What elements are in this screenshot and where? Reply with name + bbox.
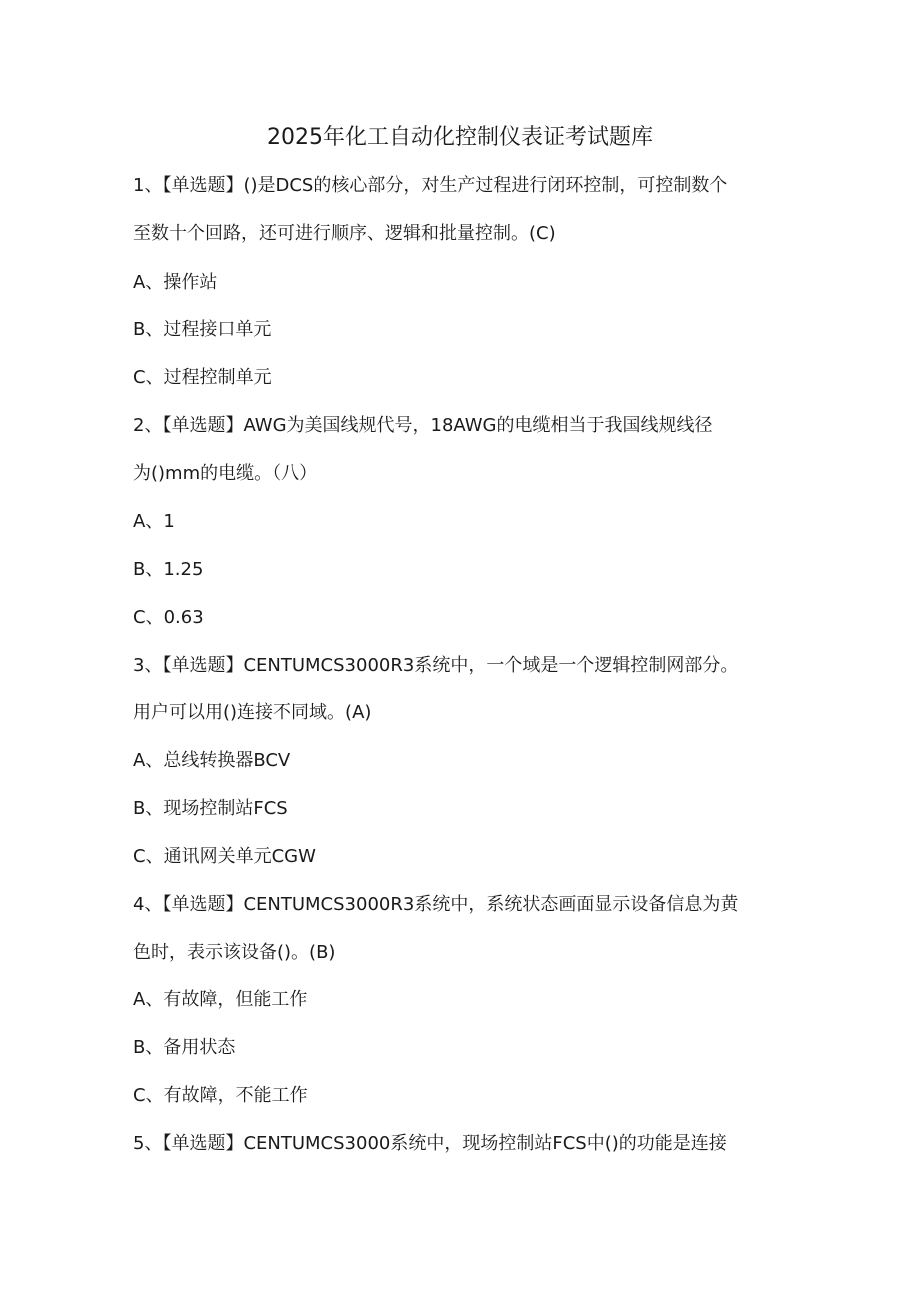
question-1-line-2: 至数十个回路，还可进行顺序、逻辑和批量控制。(C) — [133, 223, 556, 244]
question-4-line-2: 色时，表示该设备()。(B) — [133, 942, 336, 963]
document-title: 2025年化工自动化控制仪表证考试题库 — [267, 125, 653, 150]
question-3-line-1: 3、【单选题】CENTUMCS3000R3系统中，一个域是一个逻辑控制网部分。 — [133, 655, 739, 676]
question-1-option-c: C、过程控制单元 — [133, 367, 272, 388]
question-3-line-2: 用户可以用()连接不同域。(A) — [133, 702, 372, 723]
question-5-line-1: 5、【单选题】CENTUMCS3000系统中，现场控制站FCS中()的功能是连接 — [133, 1133, 727, 1154]
question-3-option-b: B、现场控制站FCS — [133, 798, 288, 819]
question-2-option-b: B、1.25 — [133, 559, 204, 580]
question-4-line-1: 4、【单选题】CENTUMCS3000R3系统中，系统状态画面显示设备信息为黄 — [133, 894, 739, 915]
question-1-line-1: 1、【单选题】()是DCS的核心部分，对生产过程进行闭环控制，可控制数个 — [133, 175, 728, 196]
question-3-option-a: A、总线转换器BCV — [133, 750, 291, 771]
question-2-line-2: 为()mm的电缆。（八） — [133, 463, 318, 484]
question-2-option-c: C、0.63 — [133, 607, 204, 628]
question-3-option-c: C、通讯网关单元CGW — [133, 846, 316, 867]
question-2-line-1: 2、【单选题】AWG为美国线规代号，18AWG的电缆相当于我国线规线径 — [133, 415, 713, 436]
question-1-option-b: B、过程接口单元 — [133, 319, 272, 340]
question-4-option-a: A、有故障，但能工作 — [133, 989, 308, 1010]
question-2-option-a: A、1 — [133, 511, 175, 532]
question-4-option-c: C、有故障，不能工作 — [133, 1085, 308, 1106]
question-4-option-b: B、备用状态 — [133, 1037, 236, 1058]
question-1-option-a: A、操作站 — [133, 272, 218, 293]
